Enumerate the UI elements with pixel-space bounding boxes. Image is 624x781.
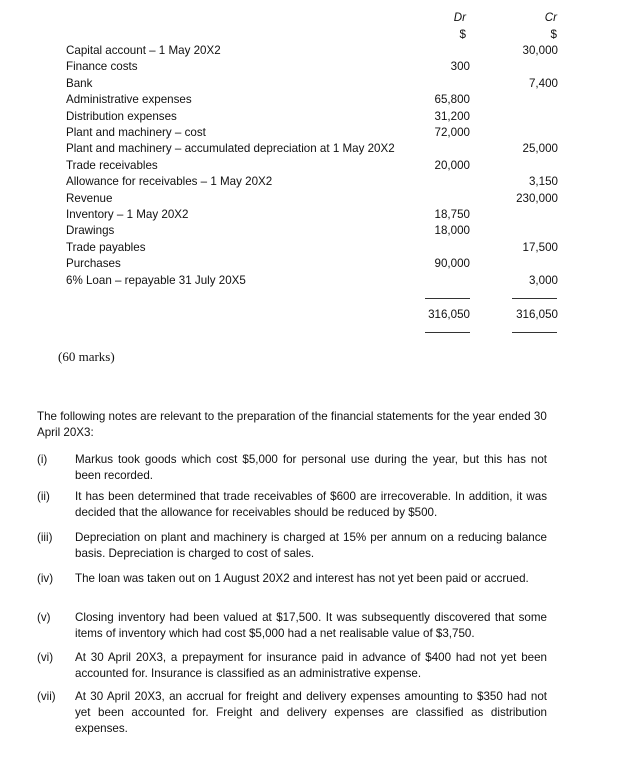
dr-total-rule-bottom (425, 332, 470, 333)
note-number: (iv) (37, 572, 54, 585)
table-row (66, 77, 558, 93)
total-cr: 316,050 (516, 308, 558, 321)
row-dr: 20,000 (434, 158, 470, 172)
note-text: At 30 April 20X3, a prepayment for insurance paid in advance of $400 had not yet been accounted for. Insurance is classified as an administrative expense. (75, 651, 547, 680)
row-cr: 7,400 (528, 76, 558, 90)
row-label: Trade payables (66, 240, 146, 254)
table-row (66, 208, 558, 224)
row-dr: 18,750 (434, 208, 470, 221)
note-number: (ii) (37, 490, 50, 503)
row-label: Capital account – 1 May 20X2 (66, 44, 221, 57)
row-label: Plant and machinery – cost (66, 126, 206, 139)
note-text: At 30 April 20X3, an accrual for freight and delivery expenses amounting to $350 had not yet been accounted for. Freight and delivery expenses are classified as distribution expenses. (75, 690, 547, 735)
note-item (37, 689, 547, 737)
table-row (66, 159, 558, 175)
note-text: The loan was taken out on 1 August 20X2 and interest has not yet been paid or accrued. (75, 572, 529, 585)
table-row (66, 274, 558, 290)
table-row (66, 93, 558, 109)
row-label: Distribution expenses (66, 109, 177, 123)
row-label: Allowance for receivables – 1 May 20X2 (66, 175, 273, 189)
row-label: Drawings (66, 224, 115, 238)
row-label: Administrative expenses (66, 93, 192, 107)
row-dr: 31,200 (434, 109, 470, 123)
row-label: 6% Loan – repayable 31 July 20X5 (66, 273, 246, 287)
table-row (66, 126, 558, 142)
table-row (66, 257, 558, 273)
cr-currency: $ (550, 28, 557, 41)
table-row (66, 224, 558, 240)
cr-header: Cr (544, 11, 557, 24)
row-label: Revenue (66, 191, 113, 205)
dr-total-rule-top (425, 298, 470, 299)
row-dr: 18,000 (434, 224, 470, 238)
dr-currency: $ (459, 28, 466, 41)
note-item (37, 452, 547, 484)
cr-total-rule-top (512, 298, 557, 299)
notes-intro: The following notes are relevant to the preparation of the financial statements for the year ended 30 April 20X3: (37, 410, 547, 439)
note-number: (vi) (37, 651, 54, 664)
row-label: Purchases (66, 257, 121, 271)
note-text: Depreciation on plant and machinery is charged at 15% per annum on a reducing balance basis. Depreciation is charged to cost of sales. (75, 531, 547, 560)
dr-header: Dr (453, 11, 466, 24)
table-row (66, 192, 558, 208)
row-label: Inventory – 1 May 20X2 (66, 208, 189, 221)
row-cr: 17,500 (522, 240, 558, 254)
table-row (66, 175, 558, 191)
note-item (37, 610, 547, 642)
note-item (37, 489, 547, 521)
row-cr: 230,000 (516, 191, 558, 205)
row-cr: 25,000 (522, 142, 558, 156)
table-row (66, 241, 558, 257)
totals-row (66, 308, 558, 324)
note-number: (v) (37, 611, 51, 624)
row-cr: 30,000 (522, 44, 558, 57)
marks-label: (60 marks) (58, 349, 115, 364)
note-item (37, 530, 547, 562)
row-label: Bank (66, 76, 93, 90)
note-item (37, 571, 547, 587)
note-item (37, 650, 547, 682)
note-text: Markus took goods which cost $5,000 for personal use during the year, but this has not been recorded. (75, 453, 547, 482)
note-text: Closing inventory had been valued at $17,500. It was subsequently discovered that some items of inventory which had cost $5,000 had a net realisable value of $3,750. (75, 611, 547, 640)
cr-total-rule-bottom (512, 332, 557, 333)
note-number: (i) (37, 453, 48, 466)
row-cr: 3,150 (528, 175, 558, 189)
row-cr: 3,000 (528, 273, 558, 287)
row-dr: 90,000 (434, 257, 470, 271)
note-text: It has been determined that trade receivables of $600 are irrecoverable. In addition, it was decided that the allowance for receivables should be reduced by $500. (75, 490, 547, 519)
row-label: Finance costs (66, 60, 138, 74)
row-label: Trade receivables (66, 158, 158, 172)
table-row (66, 142, 558, 158)
note-number: (iii) (37, 531, 53, 544)
total-dr: 316,050 (428, 308, 470, 321)
row-dr: 65,800 (434, 93, 470, 107)
note-number: (vii) (37, 690, 56, 703)
row-label: Plant and machinery – accumulated depreciation at 1 May 20X2 (66, 142, 395, 156)
table-row (66, 110, 558, 126)
table-row (66, 44, 558, 60)
row-dr: 300 (450, 60, 470, 74)
row-dr: 72,000 (434, 126, 470, 139)
table-row (66, 60, 558, 76)
